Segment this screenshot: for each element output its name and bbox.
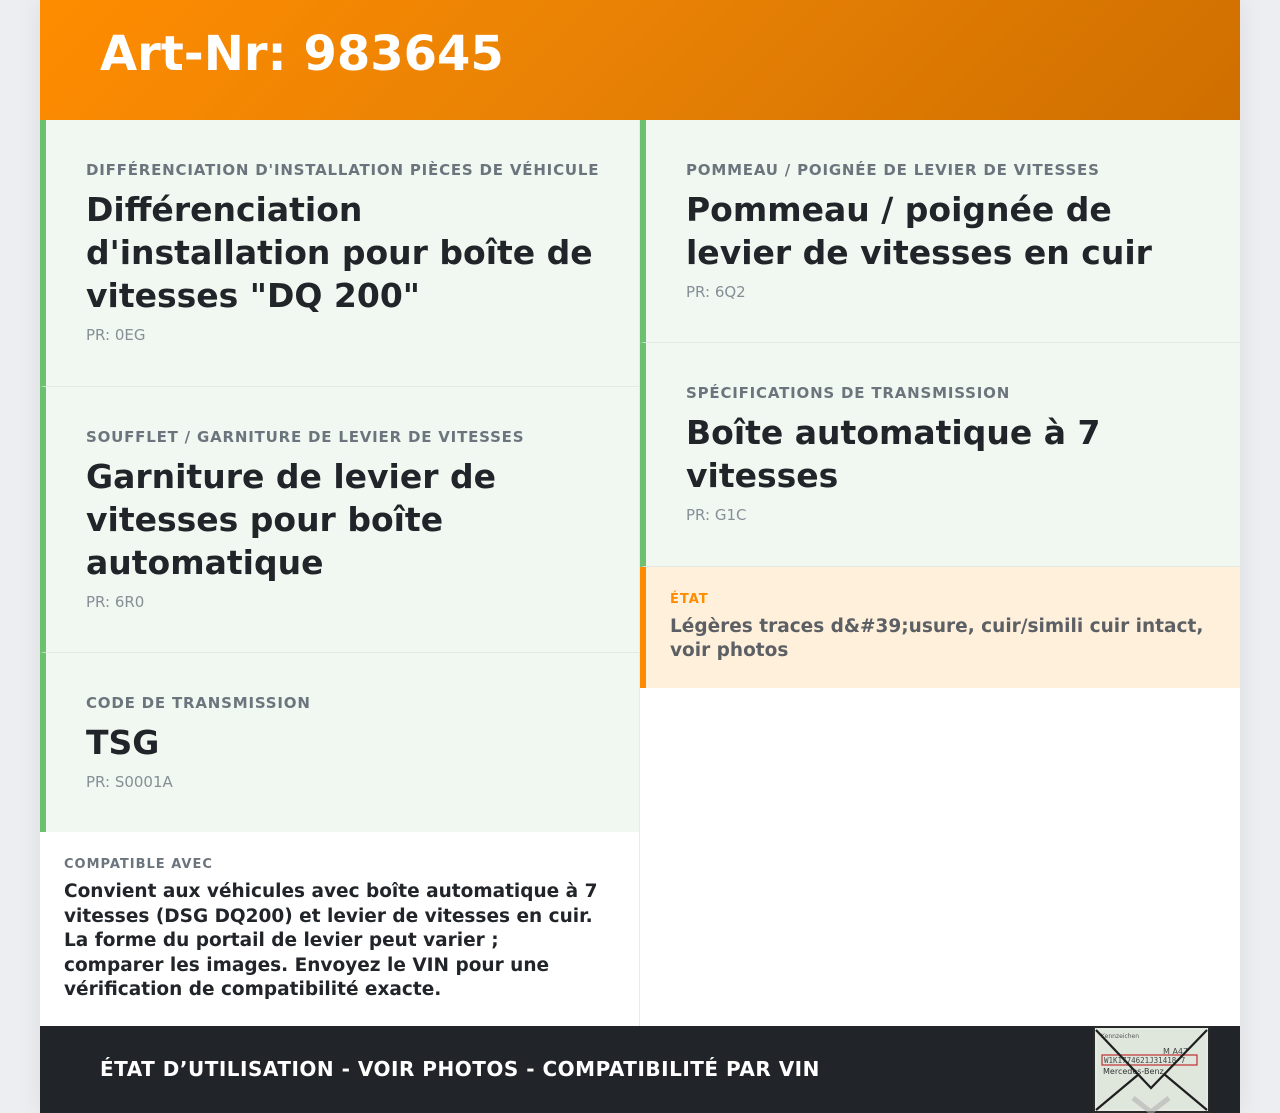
spec-value: Pommeau / poignée de levier de vitesses en cuir xyxy=(686,190,1152,272)
spec-category: DIFFÉRENCIATION D'INSTALLATION PIÈCES DE VÉHICULE xyxy=(86,161,600,179)
spec-category: SOUFFLET / GARNITURE DE LEVIER DE VITESSES xyxy=(86,428,525,446)
compatibility-label: COMPATIBLE AVEC xyxy=(64,857,213,872)
spec-pr-code: PR: 6Q2 xyxy=(686,283,746,301)
compatibility-box xyxy=(40,832,639,1026)
spec-card-soufflet xyxy=(40,387,639,653)
article-number-title: Art-Nr: 983645 xyxy=(100,26,504,82)
stamp-line-3: W1K1774621J31418 7 xyxy=(1104,1056,1186,1065)
compatibility-text: Convient aux véhicules avec boîte automatique à 7 vitesses (DSG DQ200) et levier de vitesses en cuir. La forme du portail de levier peut varier ; comparer les images. Envoyez le VIN pour une vérification de compatibilité exacte. xyxy=(64,881,598,1000)
header-banner xyxy=(40,0,1240,120)
spec-category: SPÉCIFICATIONS DE TRANSMISSION xyxy=(686,384,1011,402)
spec-category: CODE DE TRANSMISSION xyxy=(86,694,311,712)
spec-value: Boîte automatique à 7 vitesses xyxy=(686,413,1101,495)
condition-label: ÉTAT xyxy=(670,592,709,607)
condition-text: Légères traces d&#39;usure, cuir/simili cuir intact, voir photos xyxy=(670,616,1204,661)
condition-box xyxy=(640,567,1240,688)
spec-value: TSG xyxy=(86,723,160,762)
spec-category: POMMEAU / POIGNÉE DE LEVIER DE VITESSES xyxy=(686,161,1100,179)
product-card xyxy=(40,0,1240,1113)
spec-pr-code: PR: S0001A xyxy=(86,773,173,791)
spec-pr-code: PR: G1C xyxy=(686,506,747,524)
spec-value: Garniture de levier de vitesses pour boîte automatique xyxy=(86,457,497,582)
stamp-line-4: Mercedes-Benz xyxy=(1103,1067,1164,1076)
footer-banner xyxy=(40,1026,1240,1113)
stamp-line-2: M A47 xyxy=(1163,1047,1189,1056)
spec-pr-code: PR: 6R0 xyxy=(86,593,145,611)
stamp-line-1: Kennzeichen xyxy=(1101,1033,1140,1040)
spec-pr-code: PR: 0EG xyxy=(86,326,146,344)
registration-document-thumbnail xyxy=(1093,1026,1210,1113)
spec-card-transmission-code xyxy=(40,653,639,833)
spec-card-installation xyxy=(40,120,639,387)
spec-value: Différenciation d'installation pour boîte de vitesses "DQ 200" xyxy=(86,190,593,315)
spec-card-pommeau xyxy=(640,120,1240,343)
spec-card-transmission-spec xyxy=(640,343,1240,567)
specs-right-column xyxy=(640,120,1240,567)
footer-text: ÉTAT D’UTILISATION - VOIR PHOTOS - COMPATIBILITÉ PAR VIN xyxy=(100,1057,820,1081)
